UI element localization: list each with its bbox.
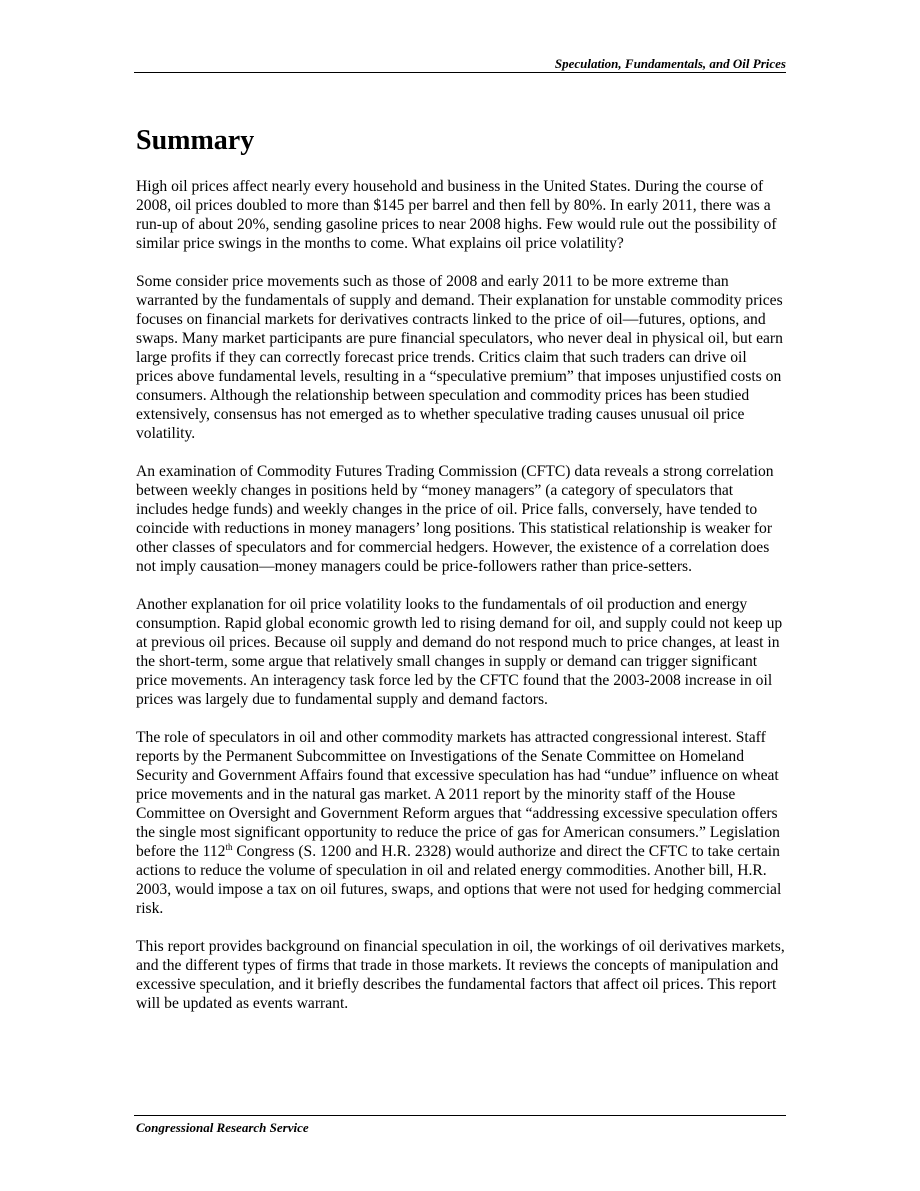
paragraph-5-text-end: Congress (S. 1200 and H.R. 2328) would authorize and direct the CFTC to take certain actions to reduce the volume of speculation in oil and related energy commodities. Another bill, H.R. 2003, would impose a tax on oil futures, swaps, and options that were not used for hedging commercial risk. — [136, 843, 782, 917]
paragraph-5 — [136, 728, 786, 918]
running-header: Speculation, Fundamentals, and Oil Prices — [554, 56, 786, 71]
ordinal-superscript: th — [225, 841, 233, 852]
paragraph-2: Some consider price movements such as those of 2008 and early 2011 to be more extreme than warranted by the fundamentals of supply and demand. Their explanation for unstable commodity prices focuses on financial markets for derivatives contracts linked to the price of oil—futures, options, and swaps. Many market participants are pure financial speculators, who never deal in physical oil, but earn large profits if they can correctly forecast price trends. Critics claim that such traders can drive oil prices above fundamental levels, resulting in a “speculative premium” that imposes unjustified costs on consumers. Although the relationship between speculation and commodity prices has been studied extensively, consensus has not emerged as to whether speculative trading causes unusual oil price volatility. — [136, 273, 783, 442]
paragraph-5-text-start: The role of speculators in oil and other commodity markets has attracted congressional interest. Staff reports by the Permanent Subcommittee on Investigations of the Senate Committee on Homeland Security and Government Affairs found that excessive speculation has had “undue” influence on wheat price movements and in the natural gas market. A 2011 report by the minority staff of the House Committee on Oversight and Government Reform argues that “addressing excessive speculation offers the single most significant opportunity to reduce the price of gas for American consumers.” Legislation before the 112 — [136, 729, 780, 860]
summary-body — [136, 177, 786, 1032]
paragraph-3: An examination of Commodity Futures Trading Commission (CFTC) data reveals a strong correlation between weekly changes in positions held by “money managers” (a category of speculators that includes hedge funds) and weekly changes in the price of oil. Price falls, conversely, have tended to coincide with reductions in money managers’ long positions. This statistical relationship is weaker for other classes of speculators and for commercial hedgers. However, the existence of a correlation does not imply causation—money managers could be price-followers rather than price-setters. — [136, 463, 774, 575]
paragraph-6: This report provides background on financial speculation in oil, the workings of oil derivatives markets, and the different types of firms that trade in those markets. It reviews the concepts of manipulation and excessive speculation, and it briefly describes the fundamental factors that affect oil prices. This report will be updated as events warrant. — [136, 938, 785, 1012]
running-footer: Congressional Research Service — [136, 1120, 309, 1135]
footer-rule — [134, 1115, 786, 1116]
page-title: Summary — [136, 125, 255, 156]
paragraph-1: High oil prices affect nearly every household and business in the United States. During the course of 2008, oil prices doubled to more than $145 per barrel and then fell by 80%. In early 2011, there was a run-up of about 20%, sending gasoline prices to near 2008 highs. Few would rule out the possibility of similar price swings in the months to come. What explains oil price volatility? — [136, 178, 777, 252]
header-rule — [134, 72, 786, 73]
paragraph-4: Another explanation for oil price volatility looks to the fundamentals of oil production and energy consumption. Rapid global economic growth led to rising demand for oil, and supply could not keep up at previous oil prices. Because oil supply and demand do not respond much to price changes, at least in the short-term, some argue that relatively small changes in supply or demand can trigger significant price movements. An interagency task force led by the CFTC found that the 2003-2008 increase in oil prices was largely due to fundamental supply and demand factors. — [136, 596, 783, 708]
